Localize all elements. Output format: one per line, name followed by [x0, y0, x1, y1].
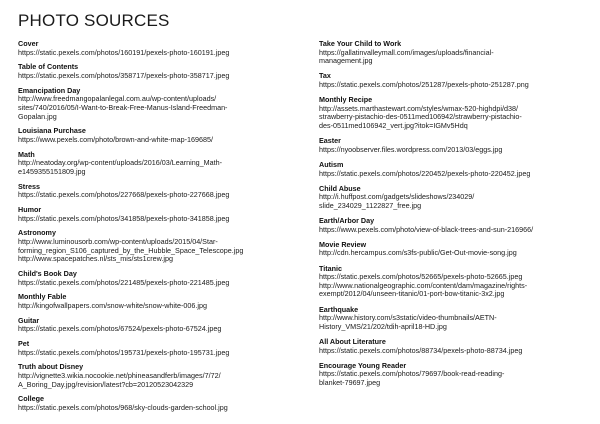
- source-entry: [18, 63, 300, 80]
- source-title: Easter: [319, 136, 341, 146]
- source-title: Take Your Child to Work: [319, 39, 402, 48]
- source-title: Monthly Fable: [18, 292, 67, 302]
- page-title: PHOTO SOURCES: [18, 11, 170, 30]
- source-entry: [18, 340, 300, 357]
- source-url-line: https://static.pexels.com/photos/221485/pexels-photo-221485.jpeg: [18, 277, 230, 287]
- source-title: Titanic: [319, 263, 343, 273]
- source-title: Stress: [18, 181, 40, 191]
- source-entry: [319, 185, 587, 211]
- source-url-line: https://static.pexels.com/photos/220452/pexels-photo-220452.jpeg: [319, 168, 531, 178]
- source-url: [18, 302, 300, 311]
- source-url-line: https://static.pexels.com/photos/195731/pexels-photo-195731.jpeg: [18, 347, 230, 357]
- source-entry: [319, 72, 587, 89]
- source-url-line: forming_region_S106_captured_by_the_Hubble_Space_Telescope.jpg: [18, 245, 244, 255]
- source-title: Guitar: [18, 315, 40, 325]
- source-entry: [319, 306, 587, 332]
- source-url-line: http://www.history.com/s3static/video-thumbnails/AETN-: [319, 313, 497, 323]
- source-title: Louisiana Purchase: [18, 126, 86, 136]
- source-entry: [18, 127, 300, 144]
- source-title: Math: [18, 149, 35, 159]
- source-entry: [18, 40, 300, 57]
- source-title: Earthquake: [319, 304, 359, 314]
- source-url-line: https://www.pexels.com/photo/brown-and-white-map-169685/: [18, 134, 213, 144]
- source-url: [18, 49, 300, 58]
- source-entry: [18, 293, 300, 310]
- source-title: Astronomy: [18, 228, 56, 238]
- source-entry: [319, 137, 587, 154]
- source-url: [18, 136, 300, 145]
- source-url: [18, 159, 300, 176]
- source-title: Child Abuse: [319, 183, 361, 193]
- source-url: [18, 279, 300, 288]
- source-title: Emancipation Day: [18, 85, 81, 95]
- source-entry: [319, 241, 587, 258]
- source-title: Movie Review: [319, 239, 367, 249]
- source-title: All About Literature: [319, 336, 386, 346]
- source-entry: [18, 270, 300, 287]
- source-url-line: strawberry-pistachio-des-0511med106942/strawberry-pistachio-: [319, 112, 522, 122]
- source-url-line: http://vignette3.wikia.nocookie.net/phineasandferb/images/7/72/: [18, 371, 221, 381]
- source-url-line: https://static.pexels.com/photos/341858/pexels-photo-341858.jpeg: [18, 213, 230, 223]
- source-title: Cover: [18, 39, 39, 48]
- source-entry: [319, 217, 587, 234]
- source-url-line: https://static.pexels.com/photos/79697/book-read-reading-: [319, 369, 505, 379]
- source-title: Monthly Recipe: [319, 95, 373, 105]
- source-url-line: https://static.pexels.com/photos/52665/pexels-photo-52665.jpeg: [319, 272, 523, 282]
- source-url: [18, 404, 300, 413]
- right-column: [319, 40, 587, 394]
- source-entry: [18, 151, 300, 177]
- source-entry: [18, 363, 300, 389]
- source-title: Tax: [319, 71, 331, 81]
- left-column: [18, 40, 300, 419]
- source-url: [18, 215, 300, 224]
- source-url: [319, 193, 587, 210]
- source-url-line: exempt/2012/04/unseen-titanic/01-port-bow-titanic-3x2.jpg: [319, 289, 505, 299]
- source-url: [319, 314, 587, 331]
- source-title: Humor: [18, 205, 42, 215]
- source-url-line: https://gallatinvalleymall.com/images/uploads/financial-: [319, 47, 494, 57]
- source-url: [18, 95, 300, 121]
- source-url-line: http://www.nationalgeographic.com/content/dam/magazine/rights-: [319, 280, 528, 290]
- source-entry: [18, 317, 300, 334]
- source-url-line: des-0511med106942_vert.jpg?itok=IGMv5Hdq: [319, 120, 468, 130]
- source-title: Earth/Arbor Day: [319, 216, 375, 226]
- source-url-line: http://kingofwallpapers.com/snow-white/snow-white-006.jpg: [18, 300, 207, 310]
- source-url: [319, 170, 587, 179]
- source-url-line: management.jpg: [319, 56, 373, 66]
- source-url-line: http://assets.marthastewart.com/styles/wmax-520-highdpi/d38/: [319, 103, 518, 113]
- source-url-line: https://static.pexels.com/photos/251287/pexels-photo-251287.png: [319, 79, 529, 89]
- source-url: [319, 249, 587, 258]
- source-entry: [18, 87, 300, 121]
- source-title: Pet: [18, 339, 30, 349]
- source-entry: [319, 40, 587, 66]
- source-url: [319, 347, 587, 356]
- source-url: [319, 370, 587, 387]
- source-url-line: A_Boring_Day.jpg/revision/latest?cb=20120523042329: [18, 379, 194, 389]
- source-url-line: https://static.pexels.com/photos/227668/pexels-photo-227668.jpeg: [18, 190, 230, 200]
- source-url-line: https://nyoobserver.files.wordpress.com/2013/03/eggs.jpg: [319, 144, 503, 154]
- source-url: [319, 49, 587, 66]
- source-url-line: http://i.huffpost.com/gadgets/slideshows/234029/: [319, 192, 475, 202]
- source-url: [319, 226, 587, 235]
- source-url: [18, 191, 300, 200]
- source-url-line: http://www.spacepatches.nl/sts_mis/sts1crew.jpg: [18, 254, 173, 264]
- source-url: [18, 72, 300, 81]
- source-entry: [319, 338, 587, 355]
- source-entry: [319, 96, 587, 130]
- source-url-line: e1459355151809.jpg: [18, 166, 86, 176]
- source-url-line: https://static.pexels.com/photos/88734/pexels-photo-88734.jpeg: [319, 345, 523, 355]
- source-url: [319, 146, 587, 155]
- source-url: [18, 372, 300, 389]
- source-entry: [18, 229, 300, 263]
- source-url-line: http://cdn.hercampus.com/s3fs-public/Get-Out-movie-song.jpg: [319, 248, 517, 258]
- source-entry: [18, 183, 300, 200]
- source-url-line: https://static.pexels.com/photos/358717/pexels-photo-358717.jpeg: [18, 70, 230, 80]
- source-title: Table of Contents: [18, 62, 79, 72]
- source-entry: [319, 362, 587, 388]
- source-entry: [18, 395, 300, 412]
- source-url-line: http://www.freedmangopalanlegal.com.au/wp-content/uploads/: [18, 94, 217, 104]
- source-url: [319, 105, 587, 131]
- source-title: Encourage Young Reader: [319, 360, 407, 370]
- source-url-line: https://static.pexels.com/photos/968/sky-clouds-garden-school.jpg: [18, 403, 228, 413]
- source-url: [18, 325, 300, 334]
- source-url-line: http://www.luminousorb.com/wp-content/uploads/2015/04/Star-: [18, 237, 218, 246]
- source-entry: [18, 206, 300, 223]
- source-entry: [319, 161, 587, 178]
- source-url: [319, 81, 587, 90]
- source-title: Child's Book Day: [18, 268, 77, 278]
- source-url: [18, 238, 300, 264]
- source-title: College: [18, 394, 44, 404]
- source-url-line: slide_234029_1122827_free.jpg: [319, 200, 422, 210]
- source-url: [18, 349, 300, 358]
- source-url-line: History_VMS/21/202/tdih-april18-HD.jpg: [319, 321, 447, 331]
- source-url-line: Gopalan.jpg: [18, 111, 57, 121]
- source-url-line: sites/740/2016/05/I-Want-to-Break-Free-Manus-Island-Freedman-: [18, 102, 228, 112]
- source-url-line: https://static.pexels.com/photos/160191/pexels-photo-160191.jpeg: [18, 47, 230, 57]
- source-title: Autism: [319, 159, 344, 169]
- source-url-line: https://www.pexels.com/photo/view-of-black-trees-and-sun-216966/: [319, 224, 534, 234]
- source-entry: [319, 265, 587, 299]
- source-url-line: http://neatoday.org/wp-content/uploads/2016/03/Learning_Math-: [18, 158, 223, 168]
- source-url-line: blanket-79697.jpeg: [319, 377, 381, 387]
- source-url: [319, 273, 587, 299]
- source-url-line: https://static.pexels.com/photos/67524/pexels-photo-67524.jpeg: [18, 324, 222, 334]
- source-title: Truth about Disney: [18, 362, 84, 372]
